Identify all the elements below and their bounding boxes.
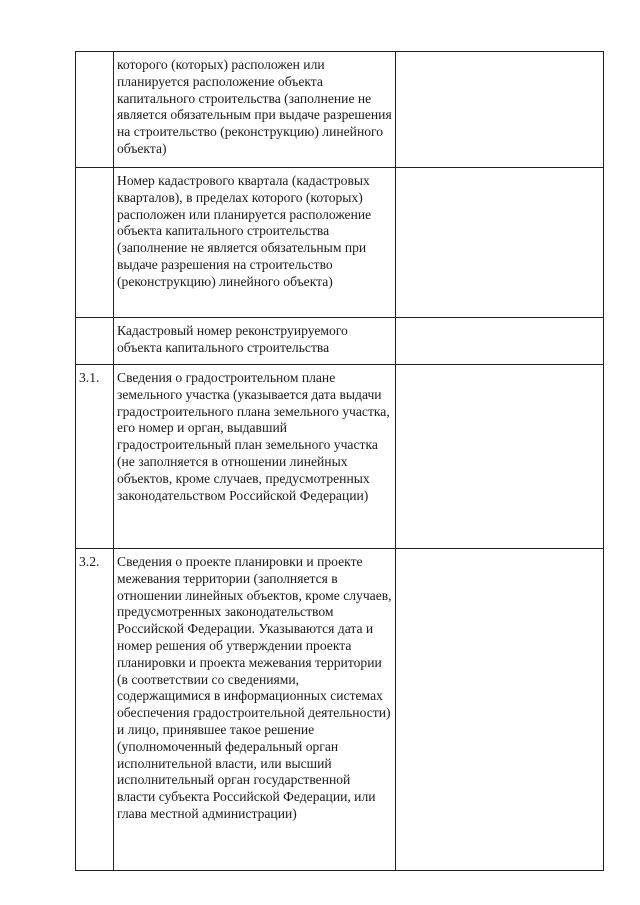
row-label-cell [114, 549, 396, 871]
row-value-cell[interactable] [396, 168, 604, 318]
row-value-cell[interactable] [396, 549, 604, 871]
form-table [75, 51, 604, 871]
row-number-cell [76, 365, 114, 549]
row-number-cell [76, 318, 114, 365]
row-number-cell [76, 168, 114, 318]
row-label-cell [114, 168, 396, 318]
table-row [76, 318, 604, 365]
row-label: Номер кадастрового квартала (кадастровых кварталов), в пределах которого (которых) расположен или планируется расположение объекта капитального строительства (заполнение не является обязательным при выдаче разрешения на строительство (реконструкцию) линейного объекта) [117, 173, 372, 289]
row-label: которого (которых) расположен или планируется расположение объекта капитального строительства (заполнение не является обязательным при выдаче разрешения на строительство (реконструкцию) линейного объекта) [117, 57, 392, 156]
row-value-cell[interactable] [396, 52, 604, 168]
row-label-cell [114, 318, 396, 365]
row-number-cell [76, 52, 114, 168]
row-label-cell [114, 365, 396, 549]
row-label: Сведения о проекте планировки и проекте межевания территории (заполняется в отношении линейных объектов, кроме случаев, предусмотренных законодательством Российской Федерации. Указываются дата и номер решения об утверждении проекта планировки и проекта межевания территории (в соответствии со сведениями, содержащимися в информационных системах обеспечения градостроительной деятельности) и лицо, принявшее такое решение (уполномоченный федеральный орган исполнительной власти, или высший исполнительный орган государственной власти субъекта Российской Федерации, или глава местной администрации) [117, 554, 392, 821]
row-value-cell[interactable] [396, 365, 604, 549]
row-value-cell[interactable] [396, 318, 604, 365]
row-label-cell [114, 52, 396, 168]
row-number: 3.1. [79, 370, 100, 385]
table-row [76, 365, 604, 549]
row-label: Кадастровый номер реконструируемого объекта капитального строительства [117, 323, 348, 355]
table-row [76, 168, 604, 318]
row-number-cell [76, 549, 114, 871]
table-row [76, 52, 604, 168]
table-row [76, 549, 604, 871]
row-label: Сведения о градостроительном плане земельного участка (указывается дата выдачи градостроительного плана земельного участка, его номер и орган, выдавший градостроительный план земельного участка (не заполняется в отношении линейных объектов, кроме случаев, предусмотренных законодательством Российской Федерации) [117, 370, 390, 503]
row-number: 3.2. [79, 554, 100, 569]
